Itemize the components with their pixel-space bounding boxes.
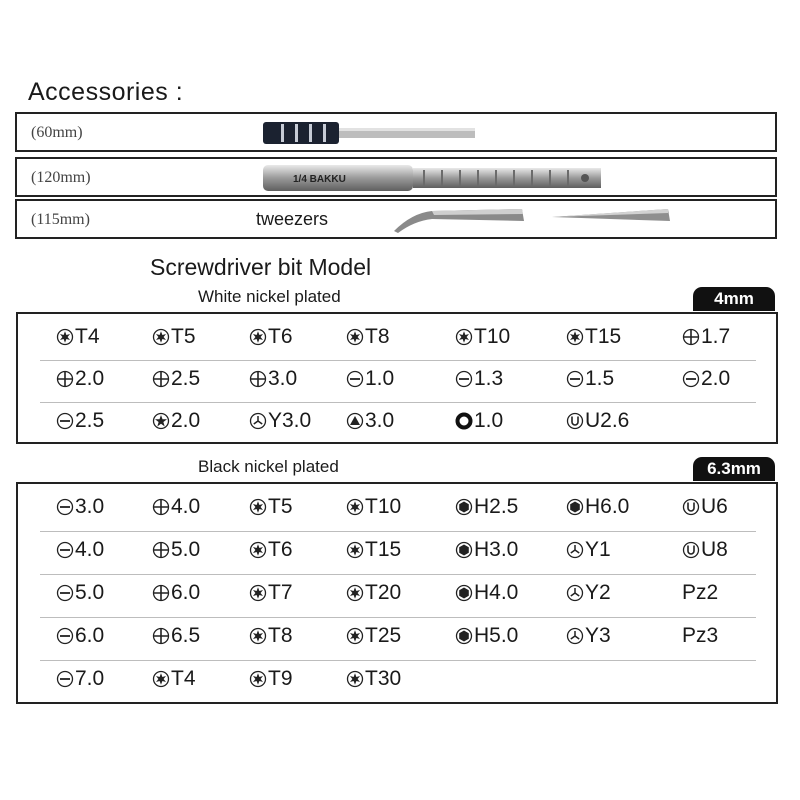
bit-label: 4.0 xyxy=(75,538,105,561)
accessory-row-115mm xyxy=(15,199,777,239)
bit-item xyxy=(249,621,293,651)
group-subtitle-white: White nickel plated xyxy=(198,287,341,306)
hex-icon xyxy=(455,584,473,602)
torx-icon xyxy=(346,541,364,559)
torx-icon xyxy=(455,328,473,346)
row-divider xyxy=(40,660,756,661)
bit-item xyxy=(152,578,200,608)
bit-label: H5.0 xyxy=(474,624,519,647)
row-divider xyxy=(40,574,756,575)
torx-icon xyxy=(249,498,267,516)
phillips-icon xyxy=(152,584,170,602)
bit-label: H4.0 xyxy=(474,581,519,604)
extension-label: 1/4 BAKKU xyxy=(293,174,346,185)
torx-icon xyxy=(249,584,267,602)
bit-label: T10 xyxy=(474,325,511,348)
extension-rod-image xyxy=(263,165,608,191)
bit-label: Y1 xyxy=(585,538,611,561)
bit-item xyxy=(566,406,629,436)
bit-item xyxy=(566,322,621,352)
bit-item xyxy=(249,535,293,565)
bit-label: 3.0 xyxy=(365,409,395,432)
bit-item xyxy=(56,578,104,608)
bit-label: Pz3 xyxy=(682,624,719,647)
phillips-icon xyxy=(152,498,170,516)
short-handle-image xyxy=(263,122,483,144)
bit-item xyxy=(455,322,510,352)
bit-label: T5 xyxy=(268,495,293,518)
torx-icon xyxy=(346,498,364,516)
bit-table-white-nickel xyxy=(16,312,778,444)
u-type-icon xyxy=(682,498,700,516)
bit-label: 5.0 xyxy=(171,538,201,561)
torx-icon xyxy=(249,627,267,645)
bit-item xyxy=(152,322,196,352)
bit-label: 2.0 xyxy=(75,367,105,390)
slotted-icon xyxy=(566,370,584,388)
slotted-icon xyxy=(56,584,74,602)
tweezers-image xyxy=(392,205,682,235)
slotted-icon xyxy=(346,370,364,388)
bit-label: T15 xyxy=(585,325,622,348)
torx-icon xyxy=(152,670,170,688)
bit-label: H2.5 xyxy=(474,495,519,518)
bit-item xyxy=(152,492,200,522)
torx-icon xyxy=(249,670,267,688)
bit-label: T4 xyxy=(171,667,196,690)
bit-item xyxy=(682,621,718,651)
bit-item xyxy=(249,322,293,352)
bit-item xyxy=(56,364,104,394)
slotted-icon xyxy=(56,627,74,645)
bit-label: T8 xyxy=(365,325,390,348)
bit-item xyxy=(346,492,401,522)
bit-item xyxy=(346,364,394,394)
tri-wing-icon xyxy=(249,412,267,430)
bit-item xyxy=(455,621,518,651)
hex-icon xyxy=(455,627,473,645)
accessory-row-60mm xyxy=(15,112,777,152)
bit-item xyxy=(56,492,104,522)
phillips-icon xyxy=(152,627,170,645)
hex-icon xyxy=(566,498,584,516)
bits-section-title: Screwdriver bit Model xyxy=(150,254,372,280)
bit-item xyxy=(152,664,196,694)
bit-label: T10 xyxy=(365,495,402,518)
u-type-icon xyxy=(566,412,584,430)
bit-label: U8 xyxy=(701,538,728,561)
bit-label: T8 xyxy=(268,624,293,647)
bit-item xyxy=(566,578,611,608)
bit-item xyxy=(56,535,104,565)
bit-item xyxy=(249,664,293,694)
bit-label: T30 xyxy=(365,667,402,690)
torx-icon xyxy=(152,328,170,346)
bit-label: 3.0 xyxy=(75,495,105,518)
slotted-icon xyxy=(56,541,74,559)
bit-item xyxy=(346,535,401,565)
slotted-icon xyxy=(56,412,74,430)
tri-wing-icon xyxy=(566,627,584,645)
bit-item xyxy=(346,664,401,694)
bit-item xyxy=(566,492,629,522)
bit-item xyxy=(346,621,401,651)
bit-item xyxy=(682,364,730,394)
bit-label: U2.6 xyxy=(585,409,630,432)
pentalobe-icon xyxy=(152,412,170,430)
phillips-icon xyxy=(682,328,700,346)
bit-item xyxy=(455,535,518,565)
bit-item xyxy=(56,406,104,436)
bit-item xyxy=(455,364,503,394)
phillips-icon xyxy=(152,541,170,559)
bit-item xyxy=(682,578,718,608)
row-divider xyxy=(40,617,756,618)
phillips-icon xyxy=(249,370,267,388)
bit-label: T6 xyxy=(268,325,293,348)
torx-icon xyxy=(566,328,584,346)
bit-label: 4.0 xyxy=(171,495,201,518)
phillips-icon xyxy=(56,370,74,388)
bit-label: 2.5 xyxy=(171,367,201,390)
bit-label: 1.5 xyxy=(585,367,615,390)
bit-item xyxy=(249,578,293,608)
bit-label: T7 xyxy=(268,581,293,604)
slotted-icon xyxy=(56,670,74,688)
bit-item xyxy=(152,406,200,436)
bit-label: Y3 xyxy=(585,624,611,647)
bit-label: 6.0 xyxy=(75,624,105,647)
bit-label: T6 xyxy=(268,538,293,561)
bit-item xyxy=(455,578,518,608)
bit-item xyxy=(249,492,293,522)
bit-label: Pz2 xyxy=(682,581,719,604)
tri-wing-icon xyxy=(566,584,584,602)
bit-item xyxy=(566,364,614,394)
group-subtitle-black: Black nickel plated xyxy=(198,457,339,476)
bit-item xyxy=(56,664,104,694)
accessory-row-120mm xyxy=(15,157,777,197)
bit-item xyxy=(249,406,311,436)
slotted-icon xyxy=(56,498,74,516)
slotted-icon xyxy=(682,370,700,388)
torx-icon xyxy=(346,627,364,645)
bit-label: 1.7 xyxy=(701,325,731,348)
accessory-size: (120mm) xyxy=(31,169,91,186)
bit-label: T20 xyxy=(365,581,402,604)
bit-item xyxy=(566,535,611,565)
row-divider xyxy=(40,360,756,361)
bit-item xyxy=(346,578,401,608)
bit-item xyxy=(249,364,297,394)
bit-label: 5.0 xyxy=(75,581,105,604)
bit-item xyxy=(682,535,728,565)
torx-icon xyxy=(56,328,74,346)
bit-label: H6.0 xyxy=(585,495,630,518)
bit-label: U6 xyxy=(701,495,728,518)
torx-icon xyxy=(249,541,267,559)
bit-item xyxy=(346,322,390,352)
accessory-name: tweezers xyxy=(256,209,329,229)
bit-label: 6.0 xyxy=(171,581,201,604)
row-divider xyxy=(40,402,756,403)
bit-label: T9 xyxy=(268,667,293,690)
bit-item xyxy=(56,621,104,651)
bit-label: 2.5 xyxy=(75,409,105,432)
bit-label: T5 xyxy=(171,325,196,348)
torx-icon xyxy=(249,328,267,346)
bit-item xyxy=(152,364,200,394)
bit-label: 2.0 xyxy=(701,367,731,390)
bit-item xyxy=(56,322,100,352)
bit-label: T15 xyxy=(365,538,402,561)
slotted-icon xyxy=(455,370,473,388)
bit-item xyxy=(346,406,394,436)
bit-table-black-nickel xyxy=(16,482,778,704)
phillips-icon xyxy=(152,370,170,388)
bit-item xyxy=(682,492,728,522)
bit-label: T4 xyxy=(75,325,100,348)
bit-label: 1.0 xyxy=(474,409,504,432)
triangle-icon xyxy=(346,412,364,430)
u-type-icon xyxy=(682,541,700,559)
bit-label: 7.0 xyxy=(75,667,105,690)
row-divider xyxy=(40,531,756,532)
size-badge-4mm: 4mm xyxy=(693,287,775,311)
bit-label: 6.5 xyxy=(171,624,201,647)
bit-label: 3.0 xyxy=(268,367,298,390)
bit-item xyxy=(682,322,730,352)
size-badge-6-3mm: 6.3mm xyxy=(693,457,775,481)
bit-label: H3.0 xyxy=(474,538,519,561)
hex-icon xyxy=(455,498,473,516)
accessories-title: Accessories : xyxy=(28,78,184,106)
accessory-size: (115mm) xyxy=(31,211,90,228)
bit-label: T25 xyxy=(365,624,402,647)
bit-label: Y2 xyxy=(585,581,611,604)
hex-icon xyxy=(455,541,473,559)
bit-item xyxy=(152,535,200,565)
bit-label: 2.0 xyxy=(171,409,201,432)
bit-item xyxy=(152,621,200,651)
torx-icon xyxy=(346,670,364,688)
ring-icon xyxy=(455,412,473,430)
bit-label: 1.3 xyxy=(474,367,504,390)
torx-icon xyxy=(346,328,364,346)
tri-wing-icon xyxy=(566,541,584,559)
bit-label: Y3.0 xyxy=(268,409,312,432)
accessory-size: (60mm) xyxy=(31,124,83,141)
bit-label: 1.0 xyxy=(365,367,395,390)
bit-item xyxy=(566,621,611,651)
bit-item xyxy=(455,406,503,436)
bit-item xyxy=(455,492,518,522)
torx-icon xyxy=(346,584,364,602)
